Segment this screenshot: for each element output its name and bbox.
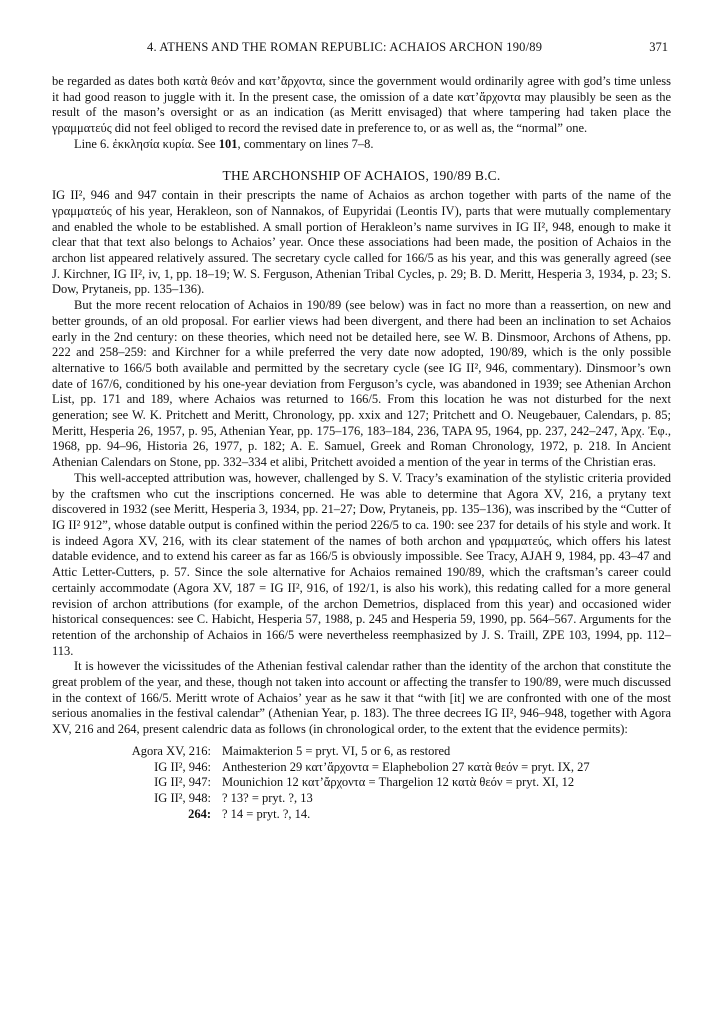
running-title: 4. ATHENS AND THE ROMAN REPUBLIC: ACHAIOS ARCHON 190/89 (147, 40, 543, 54)
section-title: THE ARCHONSHIP OF ACHAIOS, 190/89 B.C. (222, 167, 501, 183)
calendar-row (52, 744, 671, 760)
calendar-equation: Mounichion 12 κατ’ἄρχοντα = Thargelion 12 κατὰ θεόν = pryt. XI, 12 (222, 775, 575, 790)
calendar-source: IG II², 946: (154, 759, 211, 774)
calendar-source: IG II², 947: (154, 775, 211, 790)
paragraph-2: But the more recent relocation of Achaios in 190/89 (see below) was in fact no more than a reassertion, on new and better grounds, of an old proposal. For earlier views had been divergent, and there had been an inclination to set Achaios early in the 2nd century: on these theories, which need not be detailed here, see W. B. Dinsmoor, Archons of Athens, pp. 222 and 258–259: and Kirchner for a while preferred the very date now adopted, 190/89, which is the only possible alternative to 166/5 both available and permitted by the secretary cycle (see IG II², 946, commentary). Dinsmoor’s own date of 167/6, conditioned by his one-year deviation from Ferguson’s cycle, was abandoned in 1939; see Athenian Archon List, pp. 171 and 189, where Achaios was returned to 166/5. From this location he was not disturbed for the next generation; see W. K. Pritchett and Meritt, Chronology, pp. xxix and 127; Pritchett and O. Neugebauer, Calendars, p. 85; Meritt, Hesperia 26, 1957, p. 95, Athenian Year, pp. 175–176, 183–184, 236, TAPA 95, 1964, pp. 237, 242–247, Ἀρχ. Ἐφ., 1968, pp. 94–96, Historia 26, 1977, p. 182; A. E. Samuel, Greek and Roman Chronology, 1972, p. 218. In Ancient Athenian Calendars on Stone, pp. 332–334 et alibi, Pritchett avoided a mention of the year in terms of the Christian eras. (52, 298, 671, 470)
body-text (52, 74, 671, 823)
page-number: 371 (649, 40, 668, 54)
line-6-note (52, 137, 671, 153)
calendar-equation: Anthesterion 29 κατ’ἄρχοντα = Elaphebolion 27 κατὰ θεόν = pryt. IX, 27 (222, 759, 590, 774)
calendar-source: IG II², 948: (154, 791, 211, 806)
calendar-row (52, 775, 671, 791)
calendar-row (52, 807, 671, 823)
paragraph-4: It is however the vicissitudes of the Athenian festival calendar rather than the identity of the archon that constitute the great problem of the year, and these, though not taken into account or affecting the transfer to 190/89, were much discussed in the context of 166/5. Meritt wrote of Achaios’ year as he saw it that “with [it] we are confronted with one of the most serious anomalies in the festival calendar” (Athenian Year, p. 183). The three decrees IG II², 946–948, together with Agora XV, 216 and 264, present calendric data as follows (in chronological order, to the extent that the evidence permits): (52, 659, 671, 737)
calendar-source: 264: (188, 807, 211, 822)
line-6-text: Line 6. ἐκκλησία κυρία. See (74, 136, 219, 151)
calendar-equation: Maimakterion 5 = pryt. VI, 5 or 6, as restored (222, 743, 451, 758)
calendar-source: Agora XV, 216: (131, 743, 211, 758)
calendar-equation: ? 14 = pryt. ?, 14. (222, 807, 311, 822)
calendar-equation: ? 13? = pryt. ?, 13 (222, 791, 313, 806)
line-6-ref: 101 (218, 136, 238, 151)
calendar-row (52, 760, 671, 776)
running-header (52, 40, 668, 58)
paragraph-1: IG II², 946 and 947 contain in their prescripts the name of Achaios as archon together with parts of the name of the γραμματεύς of his year, Herakleon, son of Nannakos, of Eupyridai (Leontis IV), parts that were mutually complementary and enabled the whole to be established. A small portion of Herakleon’s name survives in IG II², 948, enough to make it clear that that text also belongs to Achaios’ year. Once these associations had been made, the position of Achaios in the archon list appeared relatively assured. The secretary cycle called for 166/5 as his year, and this was generally agreed (see J. Kirchner, IG II², iv, 1, pp. 18–19; W. S. Ferguson, Athenian Tribal Cycles, p. 29; B. D. Meritt, Hesperia 3, 1934, p. 23; S. Dow, Prytaneis, pp. 135–136). (52, 188, 671, 297)
continued-paragraph: be regarded as dates both κατὰ θεόν and κατ’ἄρχοντα, since the government would ordinarily agree with god’s time unless it had good reason to juggle with it. In the present case, the omission of a date κατ’ἄρχοντα may plausibly be seen as the result of the mason’s oversight or as an indication (as Meritt envisaged) that where tampering had taken place the γραμματεύς did not feel obliged to record the revised date in preference to, or as well as, the “normal” one. (52, 74, 671, 136)
calendar-row (52, 791, 671, 807)
line-6-tail: , commentary on lines 7–8. (237, 136, 374, 151)
paragraph-3: This well-accepted attribution was, however, challenged by S. V. Tracy’s examination of the stylistic criteria provided by the craftsmen who cut the inscriptions concerned. He was able to determine that Agora XV, 216, a prytany text discovered in 1932 (see Meritt, Hesperia 3, 1934, pp. 21–27; Dow, Prytaneis, pp. 135–136), was inscribed by the “Cutter of IG II² 912”, whose datable output is confined within the period 226/5 to ca. 190: see 237 for details of his style and work. It is indeed Agora XV, 216, with its clear statement of the names of both archon and γραμματεύς, which offers his latest datable evidence, and to extend his career as far as 166/5 is obviously impossible. See Tracy, AJAH 9, 1984, pp. 43–47 and Attic Letter-Cutters, p. 57. Since the sole alternative for Achaios remained 190/89, which the craftsman’s career could certainly accommodate (Agora XV, 187 = IG II², 916, of 192/1, is also his work), this redating called for a more general revision of archon attributions (for example, of the archon Demetrios, displaced from this year) and occasioned wider historical consequences: see C. Habicht, Hesperia 57, 1988, p. 245 and Hesperia 59, 1990, pp. 564–567. Arguments for the retention of the archonship of Achaios in 166/5 were nevertheless reemphasized by J. S. Traill, ZPE 103, 1994, pp. 112–113. (52, 470, 671, 658)
calendar-table (52, 744, 671, 823)
